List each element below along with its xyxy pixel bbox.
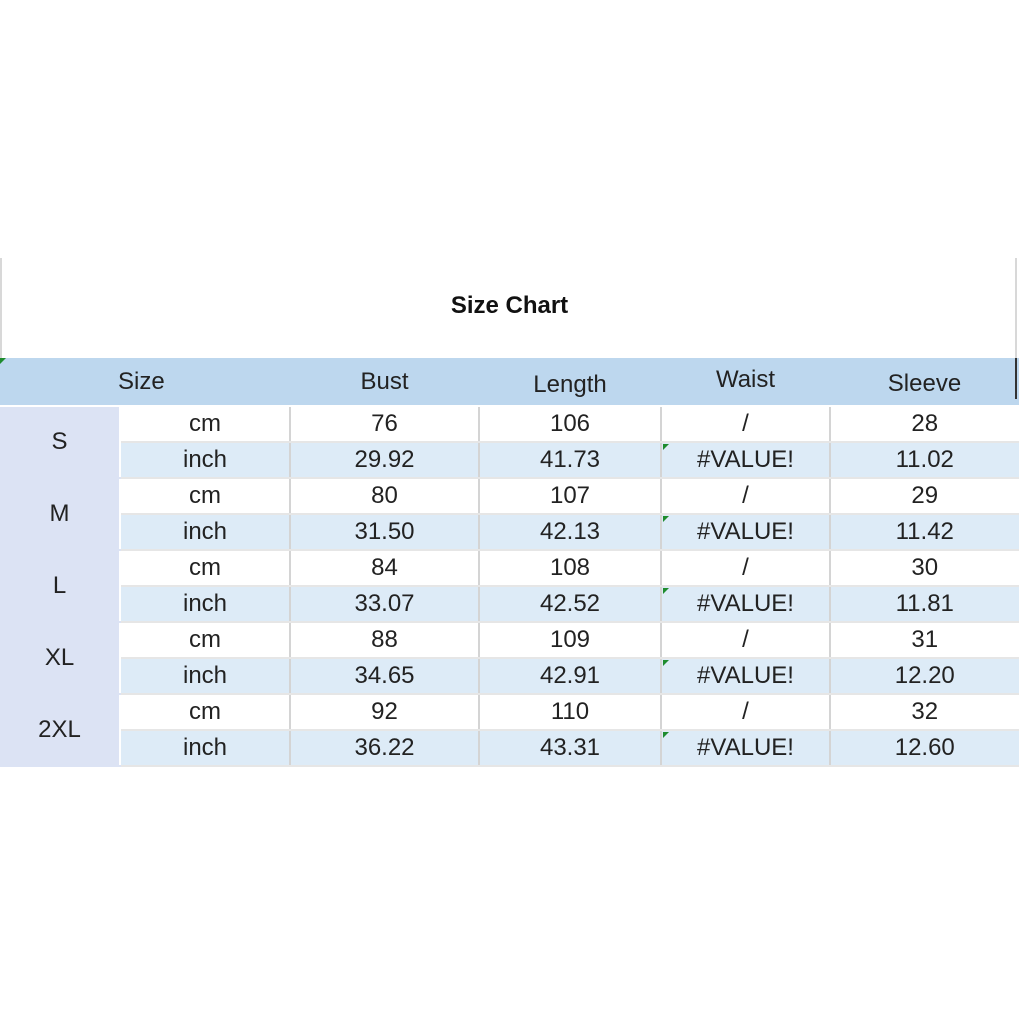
header-row: [0, 358, 1019, 406]
cell-length: 42.13: [479, 514, 661, 550]
table-row: [0, 694, 1019, 730]
header-length: Length: [479, 358, 661, 406]
cell-unit: inch: [120, 730, 290, 766]
cell-length: 106: [479, 406, 661, 442]
cell-unit: cm: [120, 478, 290, 514]
cell-unit: cm: [120, 694, 290, 730]
cell-unit: cm: [120, 406, 290, 442]
cell-length: 41.73: [479, 442, 661, 478]
cell-waist: #VALUE!: [661, 586, 830, 622]
cell-sleeve: 11.02: [830, 442, 1019, 478]
size-label: M: [0, 478, 120, 550]
cell-length: 108: [479, 550, 661, 586]
size-label: L: [0, 550, 120, 622]
table-row: [0, 514, 1019, 550]
header-right-edge: [1015, 358, 1017, 399]
cell-waist: /: [661, 406, 830, 442]
cell-bust: 34.65: [290, 658, 479, 694]
size-label: S: [0, 406, 120, 478]
cell-bust: 92: [290, 694, 479, 730]
header-waist: Waist: [661, 358, 830, 406]
table-row: [0, 730, 1019, 766]
cell-unit: inch: [120, 658, 290, 694]
page-title: Size Chart: [450, 292, 569, 319]
cell-sleeve: 28: [830, 406, 1019, 442]
size-table: [0, 358, 1019, 767]
corner-marker-icon: [0, 358, 6, 364]
cell-sleeve: 12.60: [830, 730, 1019, 766]
cell-waist: /: [661, 622, 830, 658]
size-label: 2XL: [0, 694, 120, 766]
cell-sleeve: 31: [830, 622, 1019, 658]
size-label: XL: [0, 622, 120, 694]
cell-bust: 80: [290, 478, 479, 514]
cell-sleeve: 12.20: [830, 658, 1019, 694]
cell-waist: /: [661, 550, 830, 586]
table-row: [0, 550, 1019, 586]
cell-sleeve: 11.42: [830, 514, 1019, 550]
table-row: [0, 442, 1019, 478]
table-row: [0, 478, 1019, 514]
cell-length: 42.52: [479, 586, 661, 622]
table-row: [0, 586, 1019, 622]
cell-waist: #VALUE!: [661, 514, 830, 550]
cell-sleeve: 11.81: [830, 586, 1019, 622]
cell-unit: inch: [120, 586, 290, 622]
cell-waist: #VALUE!: [661, 730, 830, 766]
header-bust: Bust: [290, 358, 479, 406]
cell-waist: #VALUE!: [661, 442, 830, 478]
cell-sleeve: 32: [830, 694, 1019, 730]
cell-bust: 36.22: [290, 730, 479, 766]
cell-bust: 29.92: [290, 442, 479, 478]
cell-waist: #VALUE!: [661, 658, 830, 694]
cell-length: 109: [479, 622, 661, 658]
cell-waist: /: [661, 694, 830, 730]
cell-unit: cm: [120, 550, 290, 586]
cell-length: 43.31: [479, 730, 661, 766]
table-row: [0, 622, 1019, 658]
cell-length: 107: [479, 478, 661, 514]
cell-sleeve: 30: [830, 550, 1019, 586]
cell-unit: cm: [120, 622, 290, 658]
cell-bust: 76: [290, 406, 479, 442]
cell-length: 110: [479, 694, 661, 730]
header-sleeve: Sleeve: [830, 358, 1019, 406]
header-size: Size: [0, 358, 290, 406]
cell-bust: 84: [290, 550, 479, 586]
table-row: [0, 406, 1019, 442]
cell-sleeve: 29: [830, 478, 1019, 514]
cell-unit: inch: [120, 442, 290, 478]
cell-bust: 88: [290, 622, 479, 658]
cell-bust: 31.50: [290, 514, 479, 550]
table-row: [0, 658, 1019, 694]
cell-waist: /: [661, 478, 830, 514]
cell-length: 42.91: [479, 658, 661, 694]
cell-unit: inch: [120, 514, 290, 550]
cell-bust: 33.07: [290, 586, 479, 622]
